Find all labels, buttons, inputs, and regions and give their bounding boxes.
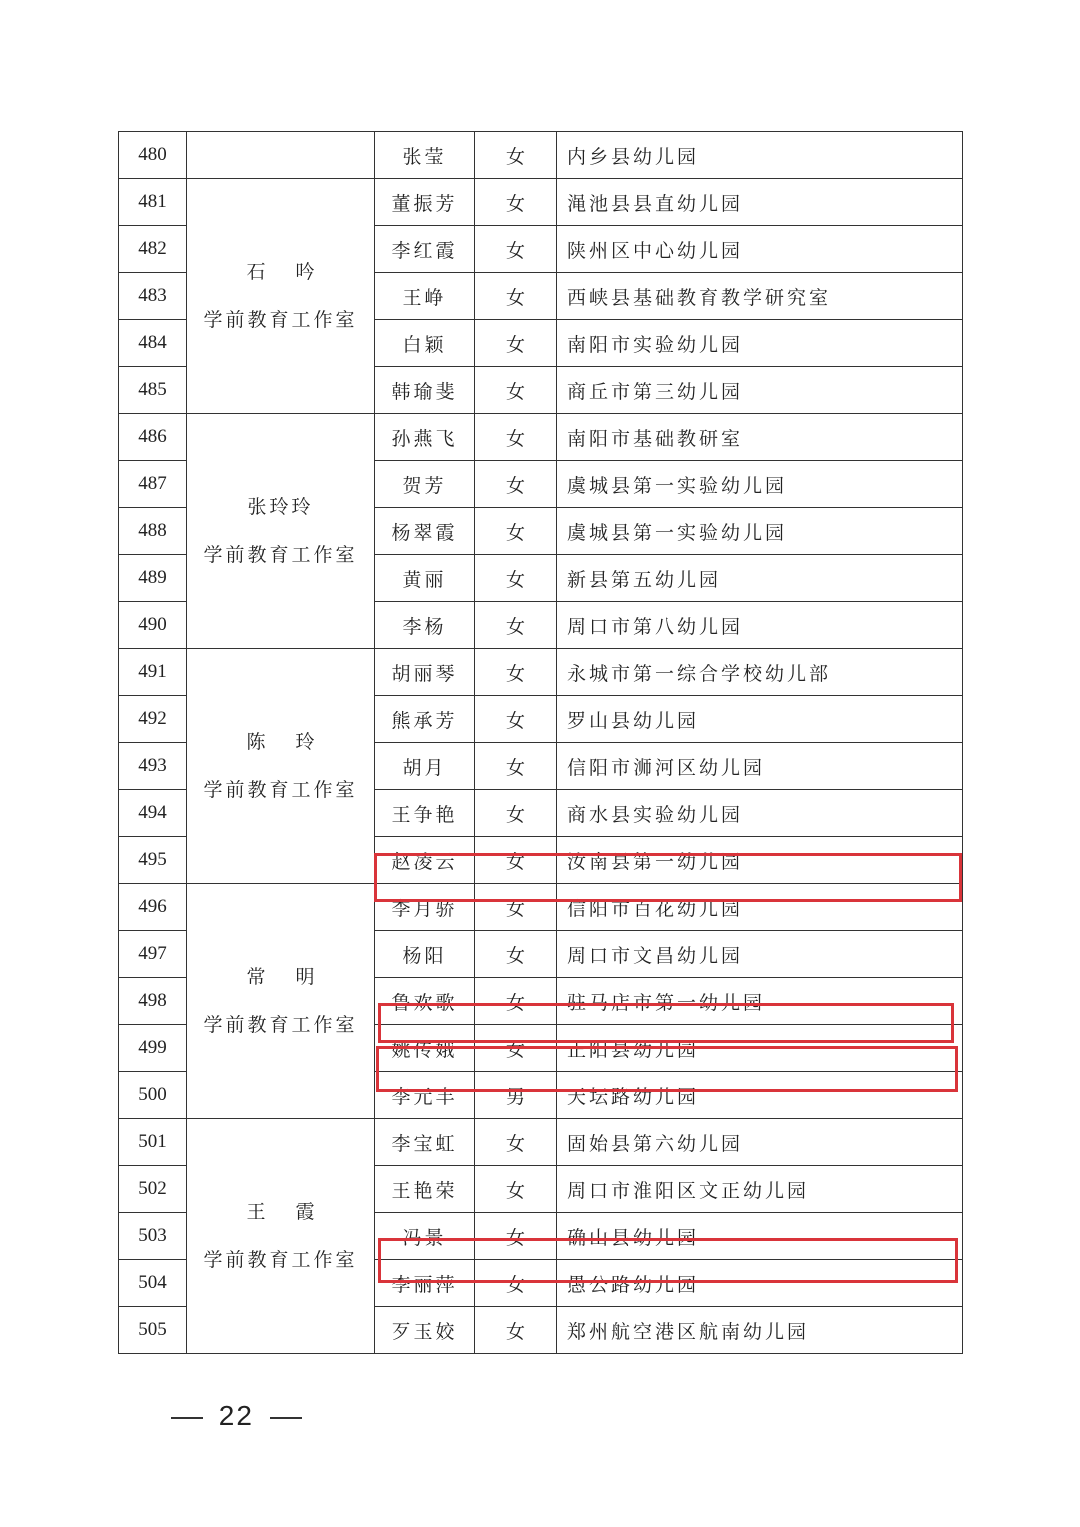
member-organization: 驻马店市第一幼儿园: [557, 978, 963, 1025]
member-organization: 虞城县第一实验幼儿园: [557, 461, 963, 508]
member-name: 李元丰: [375, 1072, 475, 1119]
member-gender: 女: [475, 1213, 557, 1260]
dash-left: [171, 1417, 203, 1419]
member-organization: 西峡县基础教育教学研究室: [557, 273, 963, 320]
row-number: 490: [119, 602, 187, 649]
member-name: 孙燕飞: [375, 414, 475, 461]
member-name: 韩瑜斐: [375, 367, 475, 414]
member-organization: 信阳市百花幼儿园: [557, 884, 963, 931]
member-gender: 女: [475, 743, 557, 790]
member-organization: 固始县第六幼儿园: [557, 1119, 963, 1166]
member-organization: 信阳市浉河区幼儿园: [557, 743, 963, 790]
group-cell: [187, 132, 375, 179]
member-name: 胡丽琴: [375, 649, 475, 696]
row-number: 504: [119, 1260, 187, 1307]
member-name: 李月骄: [375, 884, 475, 931]
member-name: 王峥: [375, 273, 475, 320]
row-number: 489: [119, 555, 187, 602]
member-gender: 女: [475, 837, 557, 884]
member-gender: 女: [475, 696, 557, 743]
member-gender: 女: [475, 555, 557, 602]
member-name: 歹玉姣: [375, 1307, 475, 1354]
member-organization: 罗山县幼儿园: [557, 696, 963, 743]
group-cell: [187, 1119, 375, 1354]
member-organization: 周口市第八幼儿园: [557, 602, 963, 649]
member-gender: 女: [475, 320, 557, 367]
row-number: 501: [119, 1119, 187, 1166]
row-number: 485: [119, 367, 187, 414]
member-organization: 商水县实验幼儿园: [557, 790, 963, 837]
table-row: [119, 1119, 963, 1166]
member-name: 王艳荣: [375, 1166, 475, 1213]
member-organization: 渑池县县直幼儿园: [557, 179, 963, 226]
member-organization: 正阳县幼儿园: [557, 1025, 963, 1072]
member-organization: 郑州航空港区航南幼儿园: [557, 1307, 963, 1354]
member-gender: 女: [475, 461, 557, 508]
row-number: 480: [119, 132, 187, 179]
member-organization: 周口市文昌幼儿园: [557, 931, 963, 978]
row-number: 491: [119, 649, 187, 696]
row-number: 483: [119, 273, 187, 320]
row-number: 494: [119, 790, 187, 837]
member-gender: 男: [475, 1072, 557, 1119]
member-name: 赵凌云: [375, 837, 475, 884]
member-gender: 女: [475, 1260, 557, 1307]
member-name: 鲁欢歌: [375, 978, 475, 1025]
row-number: 488: [119, 508, 187, 555]
table-row: [119, 132, 963, 179]
member-organization: 永城市第一综合学校幼儿部: [557, 649, 963, 696]
row-number: 493: [119, 743, 187, 790]
member-organization: 天坛路幼儿园: [557, 1072, 963, 1119]
row-number: 502: [119, 1166, 187, 1213]
member-name: 王争艳: [375, 790, 475, 837]
group-cell: [187, 884, 375, 1119]
table-row: [119, 649, 963, 696]
member-organization: 愚公路幼儿园: [557, 1260, 963, 1307]
member-name: 冯景: [375, 1213, 475, 1260]
member-organization: 虞城县第一实验幼儿园: [557, 508, 963, 555]
group-studio: 学前教育工作室: [203, 309, 358, 331]
row-number: 499: [119, 1025, 187, 1072]
member-name: 熊承芳: [375, 696, 475, 743]
member-name: 董振芳: [375, 179, 475, 226]
row-number: 484: [119, 320, 187, 367]
group-leader: 常明: [246, 966, 345, 988]
member-gender: 女: [475, 790, 557, 837]
member-gender: 女: [475, 931, 557, 978]
member-organization: 汝南县第一幼儿园: [557, 837, 963, 884]
member-gender: 女: [475, 273, 557, 320]
member-gender: 女: [475, 1307, 557, 1354]
member-gender: 女: [475, 179, 557, 226]
member-gender: 女: [475, 226, 557, 273]
member-name: 李宝虹: [375, 1119, 475, 1166]
member-organization: 南阳市实验幼儿园: [557, 320, 963, 367]
member-name: 李杨: [375, 602, 475, 649]
member-name: 杨翠霞: [375, 508, 475, 555]
group-leader: 石吟: [246, 261, 345, 283]
table-row: [119, 884, 963, 931]
member-name: 张莹: [375, 132, 475, 179]
member-organization: 内乡县幼儿园: [557, 132, 963, 179]
member-organization: 新县第五幼儿园: [557, 555, 963, 602]
row-number: 487: [119, 461, 187, 508]
group-leader: 陈玲: [246, 731, 345, 753]
row-number: 486: [119, 414, 187, 461]
member-name: 胡月: [375, 743, 475, 790]
group-cell: [187, 414, 375, 649]
group-studio: 学前教育工作室: [203, 544, 358, 566]
group-cell: [187, 179, 375, 414]
member-gender: 女: [475, 414, 557, 461]
member-name: 黄丽: [375, 555, 475, 602]
member-organization: 陕州区中心幼儿园: [557, 226, 963, 273]
group-leader: 王霞: [246, 1201, 345, 1223]
row-number: 505: [119, 1307, 187, 1354]
member-name: 杨阳: [375, 931, 475, 978]
group-studio: 学前教育工作室: [203, 1014, 358, 1036]
group-cell: [187, 649, 375, 884]
member-name: 贺芳: [375, 461, 475, 508]
page-number: [165, 1400, 308, 1432]
member-name: 李红霞: [375, 226, 475, 273]
group-studio: 学前教育工作室: [203, 1249, 358, 1271]
row-number: 496: [119, 884, 187, 931]
dash-right: [270, 1417, 302, 1419]
member-organization: 确山县幼儿园: [557, 1213, 963, 1260]
member-gender: 女: [475, 508, 557, 555]
member-organization: 周口市淮阳区文正幼儿园: [557, 1166, 963, 1213]
row-number: 492: [119, 696, 187, 743]
row-number: 503: [119, 1213, 187, 1260]
member-name: 白颖: [375, 320, 475, 367]
roster-table: [118, 131, 963, 1354]
table-row: [119, 179, 963, 226]
row-number: 481: [119, 179, 187, 226]
member-gender: 女: [475, 1166, 557, 1213]
group-studio: 学前教育工作室: [203, 779, 358, 801]
member-gender: 女: [475, 132, 557, 179]
table-row: [119, 414, 963, 461]
page-number-text: 22: [218, 1400, 254, 1431]
member-name: 姚传娥: [375, 1025, 475, 1072]
member-gender: 女: [475, 978, 557, 1025]
member-gender: 女: [475, 649, 557, 696]
row-number: 495: [119, 837, 187, 884]
member-organization: 南阳市基础教研室: [557, 414, 963, 461]
member-name: 李丽萍: [375, 1260, 475, 1307]
member-gender: 女: [475, 602, 557, 649]
row-number: 497: [119, 931, 187, 978]
row-number: 500: [119, 1072, 187, 1119]
row-number: 482: [119, 226, 187, 273]
member-gender: 女: [475, 1119, 557, 1166]
member-gender: 女: [475, 1025, 557, 1072]
member-gender: 女: [475, 884, 557, 931]
member-organization: 商丘市第三幼儿园: [557, 367, 963, 414]
member-gender: 女: [475, 367, 557, 414]
row-number: 498: [119, 978, 187, 1025]
group-leader: 张玲玲: [247, 496, 314, 518]
